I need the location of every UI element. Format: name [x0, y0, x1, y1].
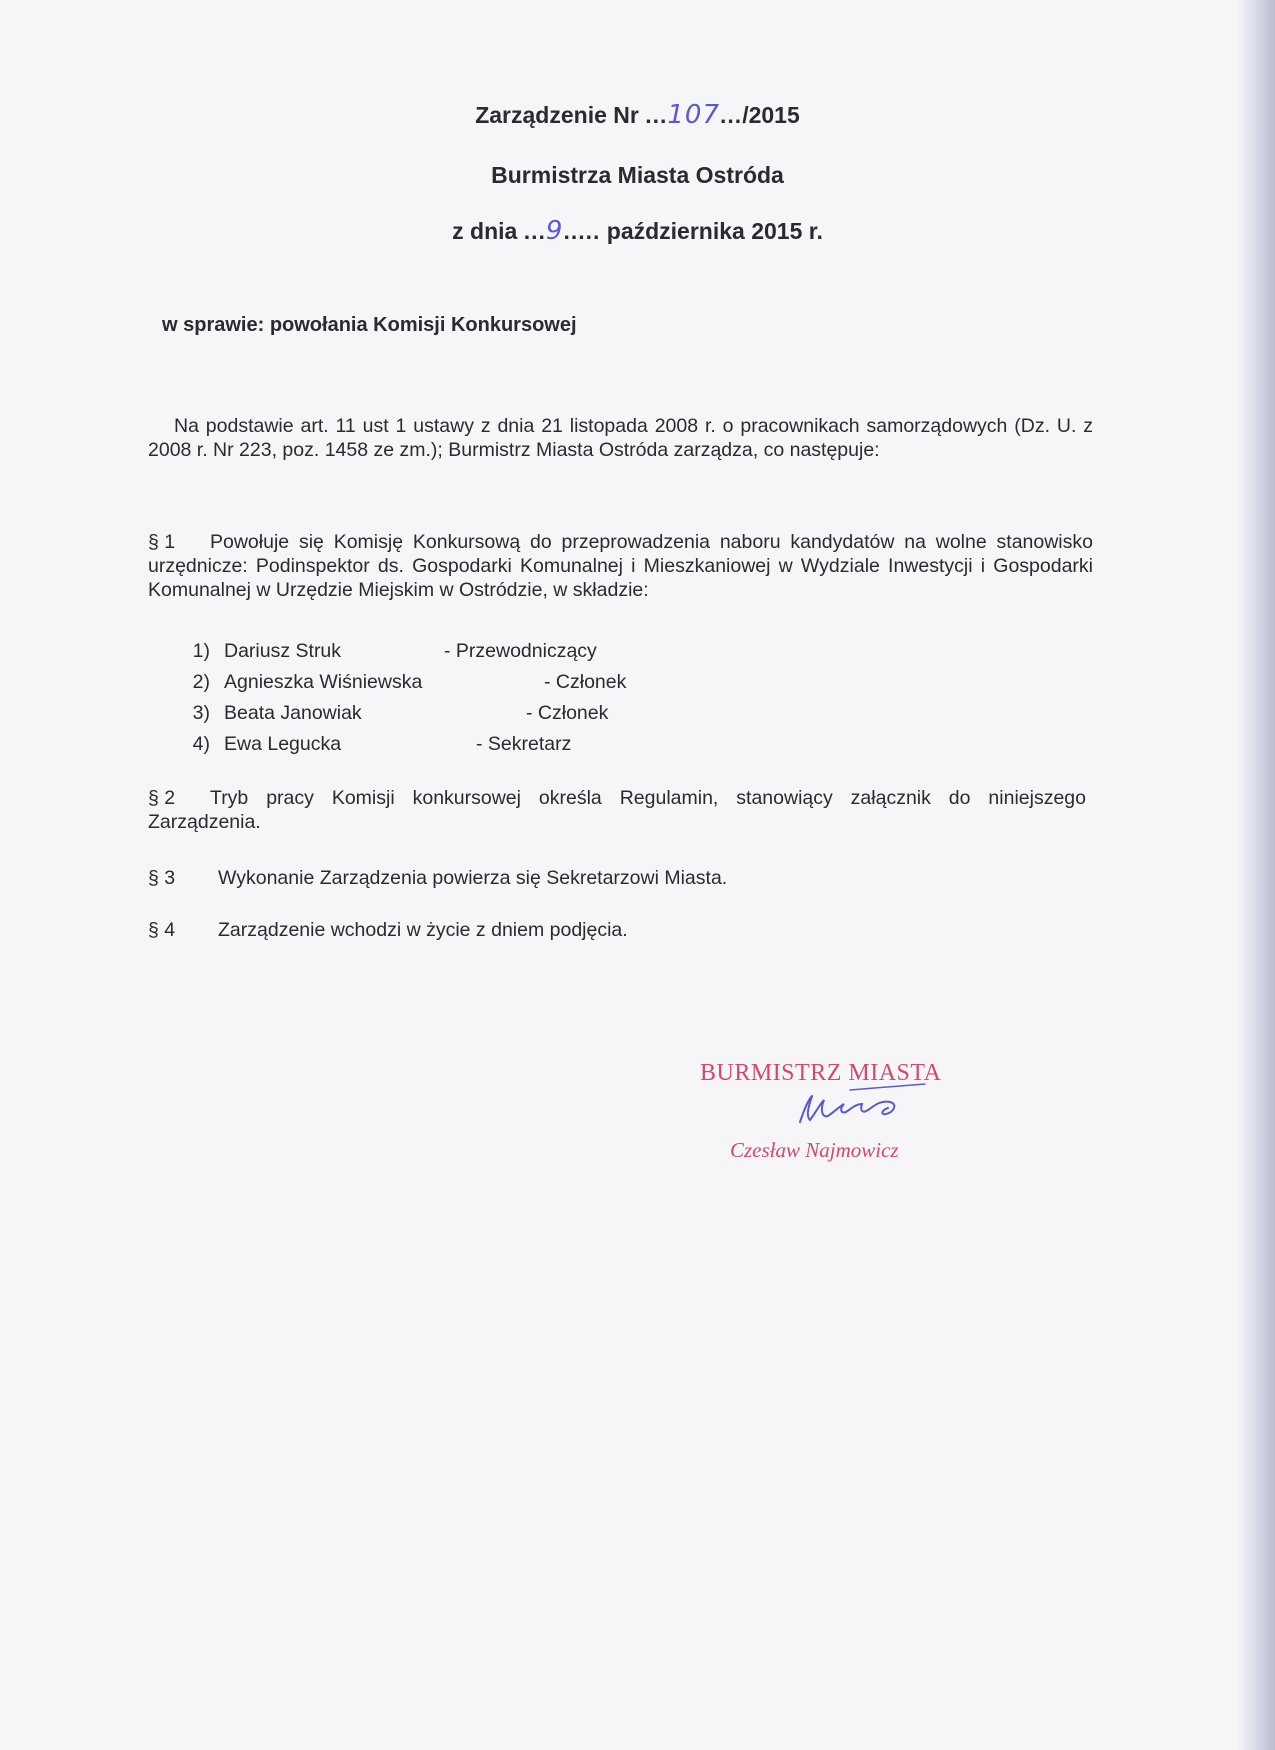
section-4	[148, 918, 1086, 942]
member-name: Agnieszka Wiśniewska	[224, 671, 423, 693]
number-dots: ...107...	[645, 100, 743, 130]
legal-basis-paragraph: Na podstawie art. 11 ust 1 ustawy z dnia 21 listopada 2008 r. o pracownikach samorządowych (Dz. U. z 2008 r. Nr 223, poz. 1458 ze zm.); Burmistrz Miasta Ostróda zarządza, co następuje:	[148, 415, 1093, 461]
stamp-title: BURMISTRZ MIASTA	[700, 1060, 942, 1086]
section-3	[148, 866, 1086, 890]
section-text: Zarządzenie wchodzi w życie z dniem podjęcia.	[218, 919, 628, 941]
section-mark: § 1	[148, 531, 176, 553]
date-line: z dnia ...9..... października 2015 r.	[452, 216, 823, 246]
scan-edge-shadow	[1237, 0, 1275, 1750]
section-text: Tryb pracy Komisji konkursowej określa Regulamin, stanowiący załącznik do niniejszego Zarządzenia.	[148, 787, 1086, 833]
issuer-line: Burmistrza Miasta Ostróda	[491, 162, 784, 188]
section-text: Powołuje się Komisję Konkursową do przeprowadzenia naboru kandydatów na wolne stanowisko urzędnicze: Podinspektor ds. Gospodarki Komunalnej i Mieszkaniowej w Wydziale Inwestycji i Gospodarki Komunalnej w Urzędzie Miejskim w Ostródzie, w składzie:	[148, 531, 1093, 601]
stamp-name: Czesław Najmowicz	[730, 1138, 899, 1162]
document-title: Zarządzenie Nr ...107.../2015	[475, 100, 800, 130]
document-page: Zarządzenie Nr ...107.../2015 Burmistrza Miasta Ostróda z dnia ...9..... października 2015 r. w sprawie: powołania Komisji Konkursowej Na podstawie art. 11 ust 1 ustawy z dnia 21 listopada 2008 r. o pracownikach samorządowych (Dz. U. z 2008 r. Nr 223, poz. 1458 ze zm.); Burmistrz Miasta Ostróda zarządza, co następuje: § 1 Powołuje się Komisję Konkursową do przeprowadzenia naboru kandydatów na wolne stanowisko urzędnicze: Podinspektor ds. Gospodarki Komunalnej i Mieszkaniowej w Wydziale Inwestycji i Gospodarki Komunalnej w Urzędzie Miejskim w Ostródzie, w składzie: 1) Dariusz Struk - Przewodniczący 2) Agnieszka Wiśniewska - Członek 3) Beata Janowiak - Członek 4) Ewa Legucka - Sekretarz § 2 Tryb pracy Komisji konkursowej określa Regulamin, stanowiący załącznik do niniejszego Zarządzenia. § 3 Wykonanie Zarządzenia powierza się Sekretarzowi Miasta. § 4 Zarządzenie wchodzi w życie z dniem podjęcia. BURMISTRZ MIASTA Czesław Najmowicz	[0, 0, 1275, 1750]
member-role: - Członek	[526, 702, 609, 724]
member-name: Ewa Legucka	[224, 733, 342, 755]
section-mark: § 2	[148, 787, 176, 809]
section-mark: § 4	[148, 919, 176, 941]
handwritten-signature	[790, 1082, 930, 1130]
member-name: Beata Janowiak	[224, 702, 362, 724]
section-2	[148, 786, 1086, 834]
member-role: - Przewodniczący	[444, 640, 597, 662]
handwritten-number: 107	[667, 100, 721, 130]
section-1	[148, 530, 1093, 602]
section-text: Wykonanie Zarządzenia powierza się Sekretarzowi Miasta.	[218, 867, 728, 889]
member-role: - Sekretarz	[476, 733, 572, 755]
mayor-stamp	[700, 1060, 980, 1162]
member-role: - Członek	[544, 671, 627, 693]
member-name: Dariusz Struk	[224, 640, 342, 662]
subject-line: w sprawie: powołania Komisji Konkursowej	[162, 314, 577, 336]
section-mark: § 3	[148, 867, 176, 889]
handwritten-day: 9	[545, 216, 564, 246]
